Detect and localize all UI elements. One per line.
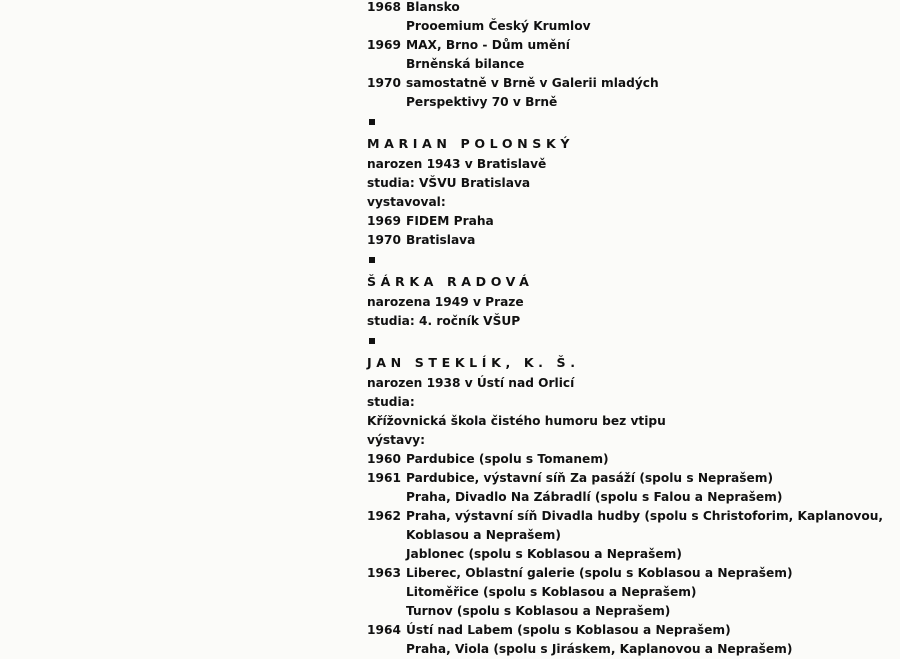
section-bullet xyxy=(367,331,887,352)
exhibition-year: 1969 xyxy=(367,214,401,228)
exhibition-text: Blansko xyxy=(406,0,460,14)
exhibition-entry-continued xyxy=(367,602,887,621)
exhibited-label xyxy=(367,193,887,212)
square-bullet-icon xyxy=(369,119,375,125)
exhibition-text: samostatně v Brně v Galerii mladých xyxy=(406,76,659,90)
exhibited-label-text: vystavoval: xyxy=(367,195,446,209)
artist-entry-radova xyxy=(367,250,887,331)
exhibition-entry-continued xyxy=(367,488,887,507)
studies-detail-text: Křížovnická škola čistého humoru bez vtipu xyxy=(367,414,666,428)
exhibition-entry xyxy=(367,621,887,640)
studies-label-text: studia: xyxy=(367,395,415,409)
exhibition-text: Litoměřice (spolu s Koblasou a Neprašem) xyxy=(406,585,697,599)
exhibition-year: 1969 xyxy=(367,38,401,52)
birth-text: narozena 1949 v Praze xyxy=(367,295,524,309)
square-bullet-icon xyxy=(369,257,375,263)
exhibition-year: 1960 xyxy=(367,452,401,466)
exhibition-text: Prooemium Český Krumlov xyxy=(406,19,591,33)
exhibition-entry xyxy=(367,36,887,55)
exhibition-entry xyxy=(367,450,887,469)
section-bullet xyxy=(367,112,887,133)
exhibition-text: Koblasou a Neprašem) xyxy=(406,528,561,542)
section-bullet xyxy=(367,250,887,271)
square-bullet-icon xyxy=(369,338,375,344)
exhibition-text: Perspektivy 70 v Brně xyxy=(406,95,558,109)
exhibition-text: Brněnská bilance xyxy=(406,57,525,71)
exhibited-label xyxy=(367,431,887,450)
exhibition-year: 1962 xyxy=(367,509,401,523)
exhibition-year: 1963 xyxy=(367,566,401,580)
exhibition-entry xyxy=(367,74,887,93)
exhibition-text: Praha, Divadlo Na Zábradlí (spolu s Falou a Neprašem) xyxy=(406,490,783,504)
artist-birth xyxy=(367,293,887,312)
exhibition-year: 1961 xyxy=(367,471,401,485)
exhibition-text: Jablonec (spolu s Koblasou a Neprašem) xyxy=(406,547,682,561)
exhibition-text: Turnov (spolu s Koblasou a Neprašem) xyxy=(406,604,671,618)
previous-artist-exhibitions xyxy=(367,0,887,112)
exhibition-year: 1970 xyxy=(367,76,401,90)
artist-studies-detail xyxy=(367,412,887,431)
artist-studies-label xyxy=(367,393,887,412)
exhibition-text: MAX, Brno - Dům umění xyxy=(406,38,570,52)
artist-biographies-column xyxy=(367,0,887,659)
exhibition-text: Ústí nad Labem (spolu s Koblasou a Neprašem) xyxy=(406,623,731,637)
exhibition-entry-continued xyxy=(367,583,887,602)
artist-name: MARIAN POLONSKÝ xyxy=(367,136,575,151)
studies-text: studia: 4. ročník VŠUP xyxy=(367,314,521,328)
exhibition-entry xyxy=(367,564,887,583)
artist-birth xyxy=(367,374,887,393)
exhibition-entry-continued xyxy=(367,55,887,74)
studies-text: studia: VŠVU Bratislava xyxy=(367,176,531,190)
exhibition-entry xyxy=(367,469,887,488)
exhibition-text: Pardubice (spolu s Tomanem) xyxy=(406,452,609,466)
exhibition-text: Bratislava xyxy=(406,233,476,247)
exhibition-entry-continued xyxy=(367,526,887,545)
exhibition-entry xyxy=(367,507,887,526)
exhibition-text: Liberec, Oblastní galerie (spolu s Koblasou a Neprašem) xyxy=(406,566,793,580)
artist-studies xyxy=(367,312,887,331)
birth-text: narozen 1943 v Bratislavě xyxy=(367,157,547,171)
artist-entry-polonsky xyxy=(367,112,887,250)
exhibited-label-text: výstavy: xyxy=(367,433,425,447)
exhibition-entry xyxy=(367,231,887,250)
artist-entry-steklik xyxy=(367,331,887,659)
exhibition-entry xyxy=(367,0,887,17)
exhibition-year: 1970 xyxy=(367,233,401,247)
exhibition-entry-continued xyxy=(367,93,887,112)
artist-name: ŠÁRKA RADOVÁ xyxy=(367,274,534,289)
exhibition-entry-continued xyxy=(367,17,887,36)
exhibition-entry-continued xyxy=(367,640,887,659)
exhibition-text: FIDEM Praha xyxy=(406,214,494,228)
artist-studies xyxy=(367,174,887,193)
exhibition-entry xyxy=(367,212,887,231)
exhibition-text: Pardubice, výstavní síň Za pasáží (spolu s Neprašem) xyxy=(406,471,774,485)
artist-name: JAN STEKLÍK, K. Š. xyxy=(367,355,580,370)
artist-birth xyxy=(367,155,887,174)
birth-text: narozen 1938 v Ústí nad Orlicí xyxy=(367,376,575,390)
exhibition-text: Praha, výstavní síň Divadla hudby (spolu s Christoforim, Kaplanovou, xyxy=(406,509,884,523)
exhibition-year: 1968 xyxy=(367,0,401,14)
exhibition-text: Praha, Viola (spolu s Jiráskem, Kaplanovou a Neprašem) xyxy=(406,642,793,656)
exhibition-entry-continued xyxy=(367,545,887,564)
exhibition-year: 1964 xyxy=(367,623,401,637)
